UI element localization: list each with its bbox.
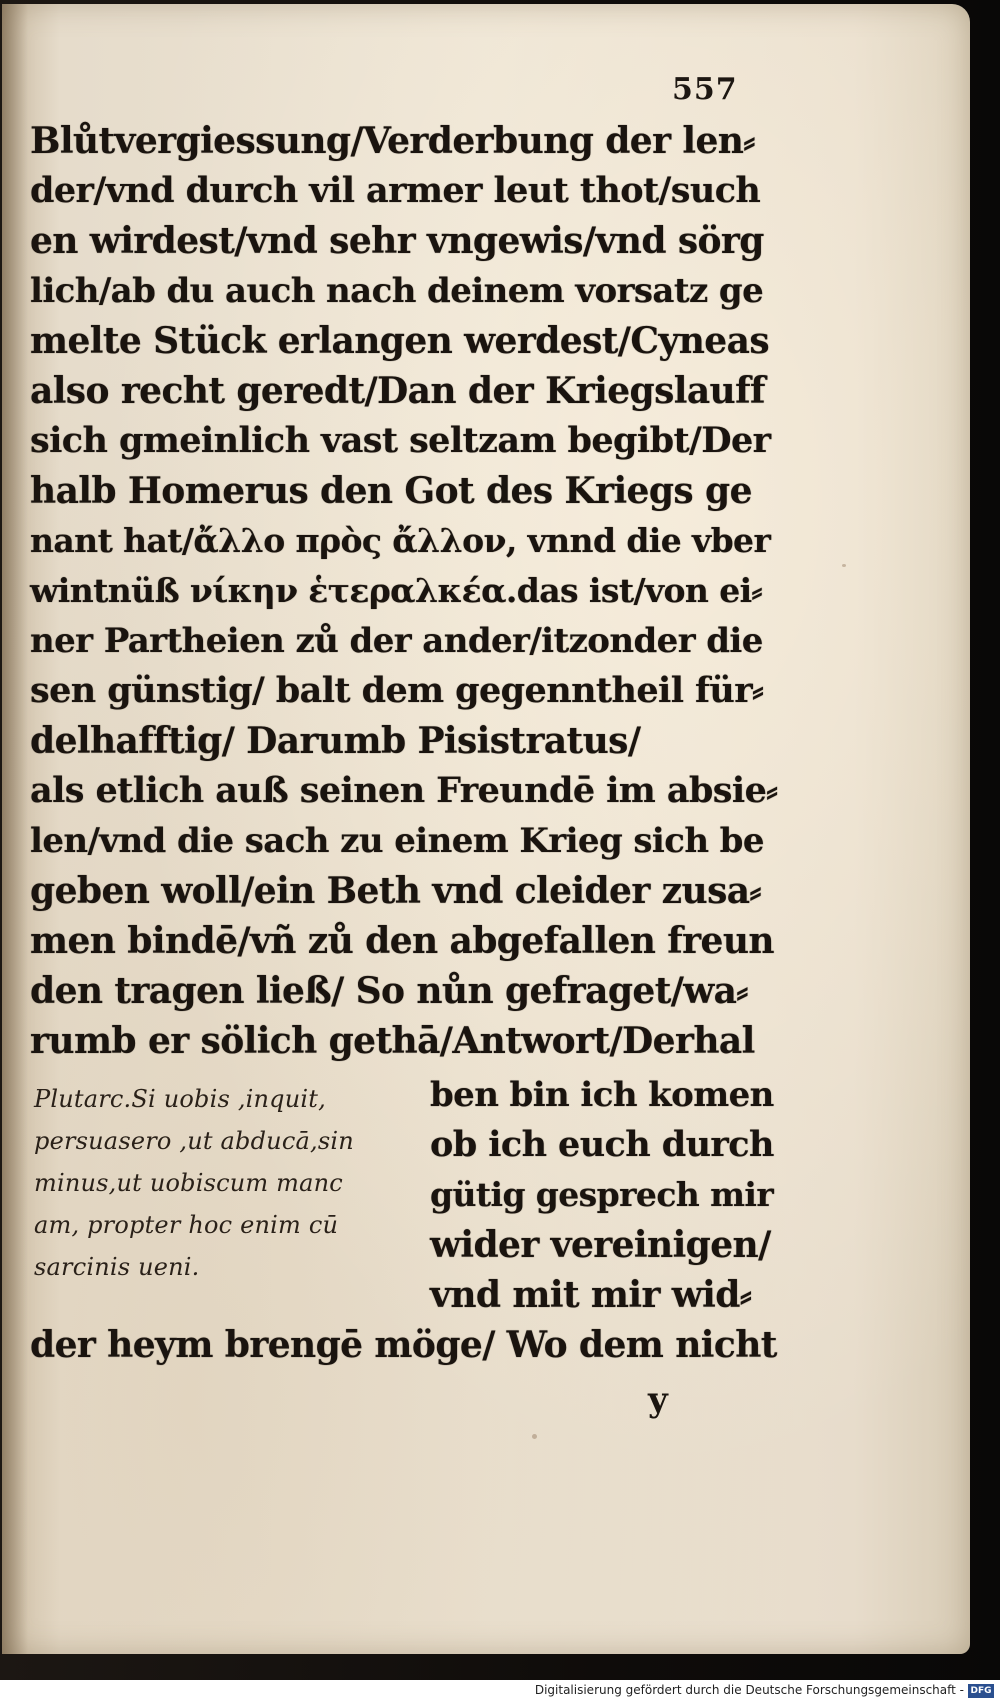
paper-speck xyxy=(122,984,125,987)
main-text-block xyxy=(30,116,778,1370)
text-line: ben bin ich komen xyxy=(430,1075,774,1115)
gutter-shadow xyxy=(2,4,28,1654)
text-line: vnd mit mir wid⸗ xyxy=(430,1274,752,1316)
text-line: gütig gesprech mir xyxy=(430,1175,774,1214)
dfg-logo: DFG xyxy=(968,1684,994,1698)
text-line: ner Partheien zů der ander/itzonder die xyxy=(30,621,763,661)
text-line: der heym brengē möge/ Wo dem nicht xyxy=(30,1324,777,1366)
text-line: en wirdest/vnd sehr vngewis/vnd sörg xyxy=(30,220,764,262)
paper-speck xyxy=(842,564,846,567)
split-section xyxy=(30,1070,778,1320)
text-line: men bindē/vñ zů den abgefallen freun xyxy=(30,920,774,962)
text-line: also recht geredt/Dan der Kriegslauff xyxy=(30,370,765,412)
text-line: rumb er sölich gethā/Antwort/Derhal xyxy=(30,1020,755,1062)
marginal-note-line: persuasero ,ut abducā,sin xyxy=(34,1127,354,1155)
text-line: sen günstig/ balt dem gegenntheil für⸗ xyxy=(30,670,764,711)
marginal-note xyxy=(34,1078,414,1288)
text-line: delhafftig/ Darumb Pisistratus/ xyxy=(30,720,641,762)
digitization-footer xyxy=(0,1680,1000,1703)
book-page xyxy=(2,4,970,1654)
text-line: wintnüß νίκην ἑτεραλκέα.das ist/von ei⸗ xyxy=(30,571,762,610)
catchword: y xyxy=(648,1380,668,1420)
text-line: halb Homerus den Got des Kriegs ge xyxy=(30,470,752,512)
marginal-note-line: minus,ut uobiscum manc xyxy=(34,1169,343,1197)
text-line: melte Stück erlangen werdest/Cyneas xyxy=(30,320,769,362)
paper-speck xyxy=(532,1434,537,1439)
marginal-note-line: sarcinis ueni. xyxy=(34,1253,200,1281)
text-line: als etlich auß seinen Freundē im absie⸗ xyxy=(30,770,778,811)
text-line: den tragen ließ/ So nůn gefraget/wa⸗ xyxy=(30,970,748,1012)
text-line: Blůtvergiessung/Verderbung der len⸗ xyxy=(30,120,755,162)
text-line: wider vereinigen/ xyxy=(430,1224,771,1266)
marginal-note-line: am, propter hoc enim cū xyxy=(34,1211,339,1239)
text-line: len/vnd die sach zu einem Krieg sich be xyxy=(30,821,764,861)
text-line: ob ich euch durch xyxy=(430,1124,774,1165)
text-line: lich/ab du auch nach deinem vorsatz ge xyxy=(30,271,764,311)
text-line: sich gmeinlich vast seltzam begibt/Der xyxy=(30,420,771,461)
page-number: 557 xyxy=(672,72,738,107)
right-column-text xyxy=(430,1070,778,1320)
footer-credit: Digitalisierung gefördert durch die Deutsche Forschungsgemeinschaft - xyxy=(534,1683,964,1697)
text-line: geben woll/ein Beth vnd cleider zusa⸗ xyxy=(30,870,761,912)
text-line: nant hat/ἄλλο πρὸς ἄλλον, vnnd die vber xyxy=(30,521,771,560)
marginal-note-line: Plutarc.Si uobis ,inquit, xyxy=(34,1085,326,1113)
text-line: der/vnd durch vil armer leut thot/such xyxy=(30,170,761,211)
